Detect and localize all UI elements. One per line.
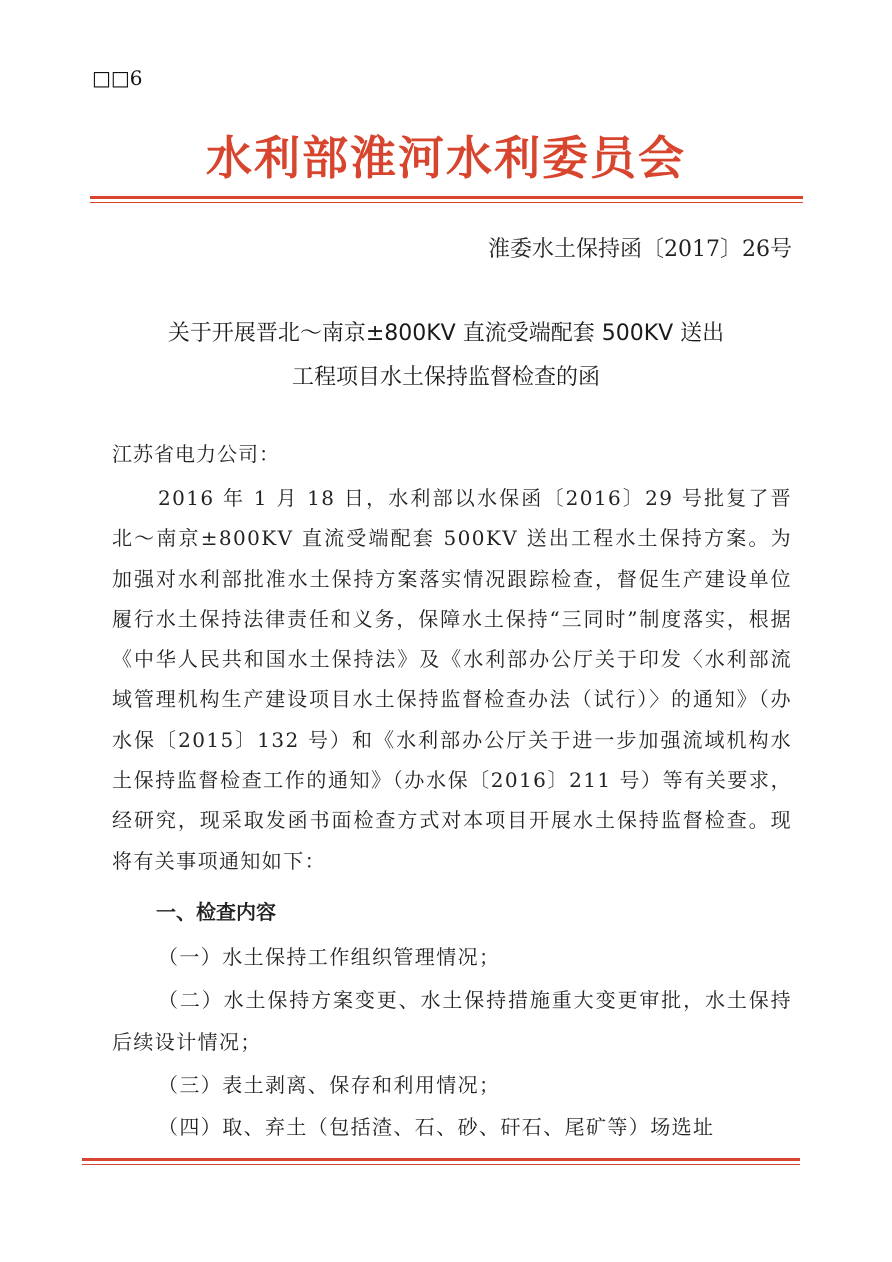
attachment-label: □□6 xyxy=(92,66,143,90)
letter-title-line-2: 工程项目水土保持监督检查的函 xyxy=(291,365,600,390)
list-item: （四）取、弃土（包括渣、石、砂、矸石、尾矿等）场选址 xyxy=(158,1115,715,1139)
footer-rule-bottom xyxy=(82,1164,800,1165)
list-item: （二）水土保持方案变更、水土保持措施重大变更审批，水土保持后续设计情况； xyxy=(112,987,792,1054)
document-number: 淮委水土保持函〔2017〕26号 xyxy=(488,237,792,262)
letter-title-line-1: 关于开展晋北～南京±800KV 直流受端配套 500KV 送出 xyxy=(167,321,725,346)
section-heading: 一、检查内容 xyxy=(156,900,276,924)
letterhead-rule-bottom xyxy=(90,202,803,203)
footer-rule-top xyxy=(82,1158,800,1161)
inspection-items-list xyxy=(112,936,792,1149)
list-item: （三）表土剥离、保存和利用情况； xyxy=(158,1072,501,1097)
agency-letterhead: 水利部淮河水利委员会 xyxy=(206,131,686,185)
salutation: 江苏省电力公司： xyxy=(112,442,280,466)
letterhead-rule-top xyxy=(90,196,803,199)
list-item: （一）水土保持工作组织管理情况； xyxy=(158,945,501,969)
body-paragraph: 2016 年 1 月 18 日，水利部以水保函〔2016〕29 号批复了晋北～南京±800KV 直流受端配套 500KV 送出工程水土保持方案。为加强对水利部批准水土保持方案落实情况跟踪检查，督促生产建设单位履行水土保持法律责任和义务，保障水土保持“三同时”制度落实，根据《中华人民共和国水土保持法》及《水利部办公厅关于印发〈水利部流域管理机构生产建设项目水土保持监督检查办法（试行）〉的通知》（办水保〔2015〕132 号）和《水利部办公厅关于进一步加强流域机构水土保持监督检查工作的通知》（办水保〔2016〕211 号）等有关要求，经研究，现采取发函书面检查方式对本项目开展水土保持监督检查。现将有关事项通知如下： xyxy=(112,486,792,873)
